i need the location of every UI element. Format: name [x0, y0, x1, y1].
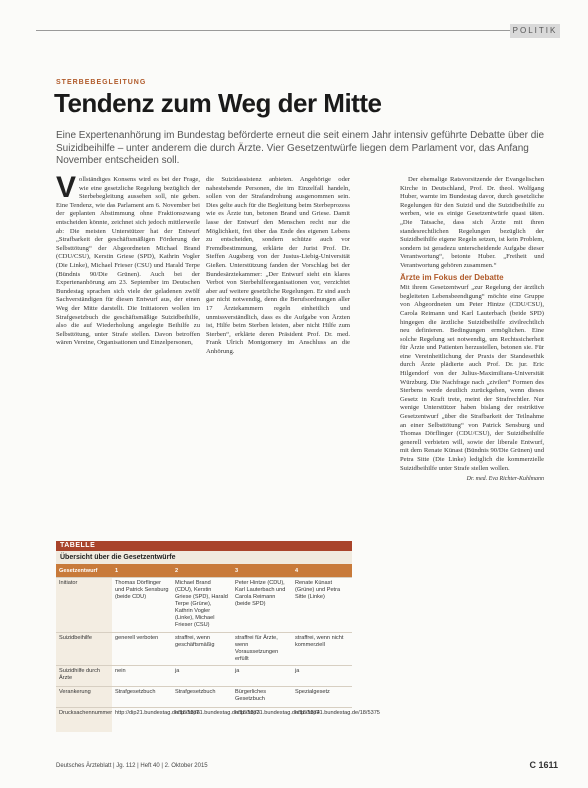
- table-cell: Spezialgesetz: [292, 687, 352, 708]
- row-label: Suizidhilfe durch Ärzte: [56, 666, 112, 687]
- header-rule: [36, 30, 510, 31]
- table-header-row: [56, 564, 352, 578]
- table-cell: nein: [112, 666, 172, 687]
- table-row: [56, 666, 352, 687]
- kicker: STERBEBEGLEITUNG: [56, 79, 147, 86]
- body-column-1: [56, 176, 200, 534]
- author-byline: Dr. med. Eva Richter-Kuhlmann: [466, 476, 544, 483]
- row-label: Suizidbeihilfe: [56, 633, 112, 666]
- table-row: [56, 708, 352, 733]
- table-cell: Michael Brand (CDU), Kerstin Griese (SPD), Harald Terpe (Grüne), Kathrin Vogler (Linke), Michael Frieser (CSU): [172, 578, 232, 633]
- page-footer: Deutsches Ärzteblatt | Jg. 112 | Heft 40 | 2. Oktober 2015: [56, 763, 208, 769]
- table-cell: Peter Hintze (CDU), Karl Lauterbach und Carola Reimann (beide SPD): [232, 578, 292, 633]
- page-number: C 1611: [529, 760, 558, 770]
- table-header: 3: [232, 564, 292, 578]
- table-cell: straffrei, wenn nicht kommerziell: [292, 633, 352, 666]
- table-row: [56, 687, 352, 708]
- table-cell: straffrei für Ärzte, wenn Voraussetzungen erfüllt: [232, 633, 292, 666]
- table-tag: TABELLE: [56, 541, 352, 551]
- table-link[interactable]: http://dip21.bundestag.de/18/5374: [232, 708, 292, 733]
- table-link[interactable]: http://dip21.bundestag.de/18/5373: [172, 708, 232, 733]
- table-row: [56, 633, 352, 666]
- body-text-2: die Suizidassistenz anbieten. Angehörige oder nahestehende Personen, die im Einzelfall handeln, sollen von der Strafandrohung ausgenommen sein. Dies gelte auch für die Begleitung beim Sterbeprozess wie es Ärzte tun, betonen Brand und Griese. Damit lasse der Entwurf den Menschen recht nur die Möglichkeit, frei über das Ende des eigenen Lebens zu entscheiden, sondern schütze auch vor Fremdbestimmung, erklärte der Jurist Prof. Dr. Steffen Augsberg von der Justus-Liebig-Universität Gießen. Unterstützung fanden der Vorschlag bei der Bundesärztekammer: „Der Entwurf sieht ein klares Verbot von Sterbehilfeorganisationen vor, verzichtet aber auf weitere gesetzliche Regelungen. Er sind auch gar nicht notwendig, denn die Berufsordnungen aller 17 Ärztekammern regeln einheitlich und unmissverständlich, dass es die Aufgabe von Ärzten ist, Hilfe beim Sterben leisten, aber nicht Hilfe zum Sterben“, erklärte deren Präsident Prof. Dr. med. Frank Ulrich Montgomery im Anschluss an die Anhörung.: [206, 176, 350, 355]
- table-cell: Bürgerliches Gesetzbuch: [232, 687, 292, 708]
- table-header: 2: [172, 564, 232, 578]
- table-cell: ja: [292, 666, 352, 687]
- drop-cap: V: [56, 176, 77, 204]
- table-cell: straffrei, wenn geschäftsmäßig: [172, 633, 232, 666]
- article-lead: Eine Expertenanhörung im Bundestag beförderte erneut die seit einem Jahr intensiv geführte Debatte über die Suizidbeihilfe – unter anderem die durch Ärzte. Vier Gesetzentwürfe liegen dem Parlament vor, das Anfang November entscheiden soll.: [56, 130, 545, 166]
- table-header: 1: [112, 564, 172, 578]
- section-header: [0, 24, 588, 38]
- article-headline: Tendenz zum Weg der Mitte: [54, 88, 382, 118]
- table-cell: generell verboten: [112, 633, 172, 666]
- table-link[interactable]: http://dip21.bundestag.de/18/5376: [112, 708, 172, 733]
- row-label: Verankerung: [56, 687, 112, 708]
- body-column-3: [400, 176, 544, 776]
- table-cell: Renate Künast (Grüne) und Petra Sitte (Linke): [292, 578, 352, 633]
- table-link[interactable]: http://dip21.bundestag.de/18/5375: [292, 708, 352, 733]
- subheading: Ärzte im Fokus der Debatte: [400, 272, 504, 282]
- table-title: Übersicht über die Gesetzentwürfe: [56, 551, 352, 564]
- table-header: Gesetzentwurf: [56, 564, 112, 578]
- body-text-1: ollständiges Konsens wird es bei der Frage, wie eine gesetzliche Regelung bezüglich der Sterbebegleitung aussehen soll, nie geben. Eine Tendenz, wie das Parlament am 6. November bei der geplanten Abstimmung ohne Fraktionszwang entscheiden könnte, zeichnet sich jedoch mittlerweile ab: Die meisten Unterstützer hat der Entwurf „Strafbarkeit der geschäftsmäßigen Förderung der Selbsttötung“ der Abgeordneten Michael Brand (CDU/CSU), Kerstin Griese (SPD), Kathrin Vogler (Die Linke), Michael Frieser (CSU) und Harald Terpe (Bündnis 90/Die Grünen). Auch bei der Expertenanhörung am 23. September im Deutschen Bundestag sprachen sich viele der geladenen zwölf Sachverständigen für diesen Entwurf aus, der einen Weg der Mitte darstellt. Die Initiatoren wollen im Strafgesetzbuch die geschäftsmäßige Suizidbeihilfe, also die auf Wiederholung angelegte Beihilfe zu Selbsttötung, unter Strafe stellen. Davon betroffen wären Vereine, Organisationen und Einzelpersonen,: [56, 176, 200, 347]
- overview-table: [56, 541, 380, 732]
- table-cell: ja: [232, 666, 292, 687]
- table-row: [56, 578, 352, 633]
- table-cell: Thomas Dörflinger und Patrick Sensburg (beide CDU): [112, 578, 172, 633]
- row-label: Initiator: [56, 578, 112, 633]
- table-cell: Strafgesetzbuch: [172, 687, 232, 708]
- body-column-2: [206, 176, 350, 534]
- row-label: Drucksachennummer: [56, 708, 112, 733]
- bills-table: [56, 564, 380, 732]
- body-text-3a: Der ehemalige Ratsvorsitzende der Evangelischen Kirche in Deutschland, Prof. Dr. theol. Wolfgang Huber, warnte im Bundestag davor, durch gesetzliche Regelungen für den Suizid und die Suizidbeihilfe zu werben, wie es einige Gesetzentwürfe quasi täten. „Die Tatsache, dass sich Ärzte mit ihren standesrechtlichen Regelungen bezüglich der Suizidbeihilfe eigene Regeln setzen, ist kein Problem, sondern ist geradezu unterscheidende Aufgabe dieser Verantwortung“, betonte Huber. „Freiheit und Verantwortung gehören zusammen.“: [400, 176, 544, 269]
- table-cell: Strafgesetzbuch: [112, 687, 172, 708]
- section-label: POLITIK: [510, 24, 560, 38]
- body-text-3b: Mit ihrem Gesetzentwurf „zur Regelung der ärztlich begleiteten Lebensbeendigung“ möchte eine Gruppe von Abgeordneten um Peter Hintze (CDU/CSU), Carola Reimann und Karl Lauterbach (beide SPD) hingegen die ärztliche Suizidbeihilfe zivilrechtlich neu definieren. Bedingungen ermöglichen. Eine solche Regelung sei notwendig, um Rechtssicherheit für Ärzte und Patienten herzustellen, betonen sie. Für eine Vereinheitlichung der Praxis der Standesethik durch Ärzte plädierte auch Prof. Dr. jur. Eric Hilgendorf von der Julius-Maximilians-Universität Würzburg. Die Nachfrage nach „zivilen“ Formen des Sterbens werde deutlich zurückgehen, wenn dieses Gesetz in Kraft trete, meint der Strafrechtler. Nur wenige Unterstützer haben bislang der restriktive Gesetzentwurf „über die Strafbarkeit der Teilnahme an einer Selbsttötung“ von Patrick Sensburg und Thomas Dörflinger (CDU/CSU), der Suizidbeihilfe generell verbieten will, sowie der liberale Entwurf, mit dem Renate Künast (Bündnis 90/Die Grünen) und Petra Sitte (Die Linke) lediglich die kommerzielle Suizidbeihilfe unter Strafe stellen wollen.: [400, 284, 544, 472]
- table-header: 4: [292, 564, 352, 578]
- table-cell: ja: [172, 666, 232, 687]
